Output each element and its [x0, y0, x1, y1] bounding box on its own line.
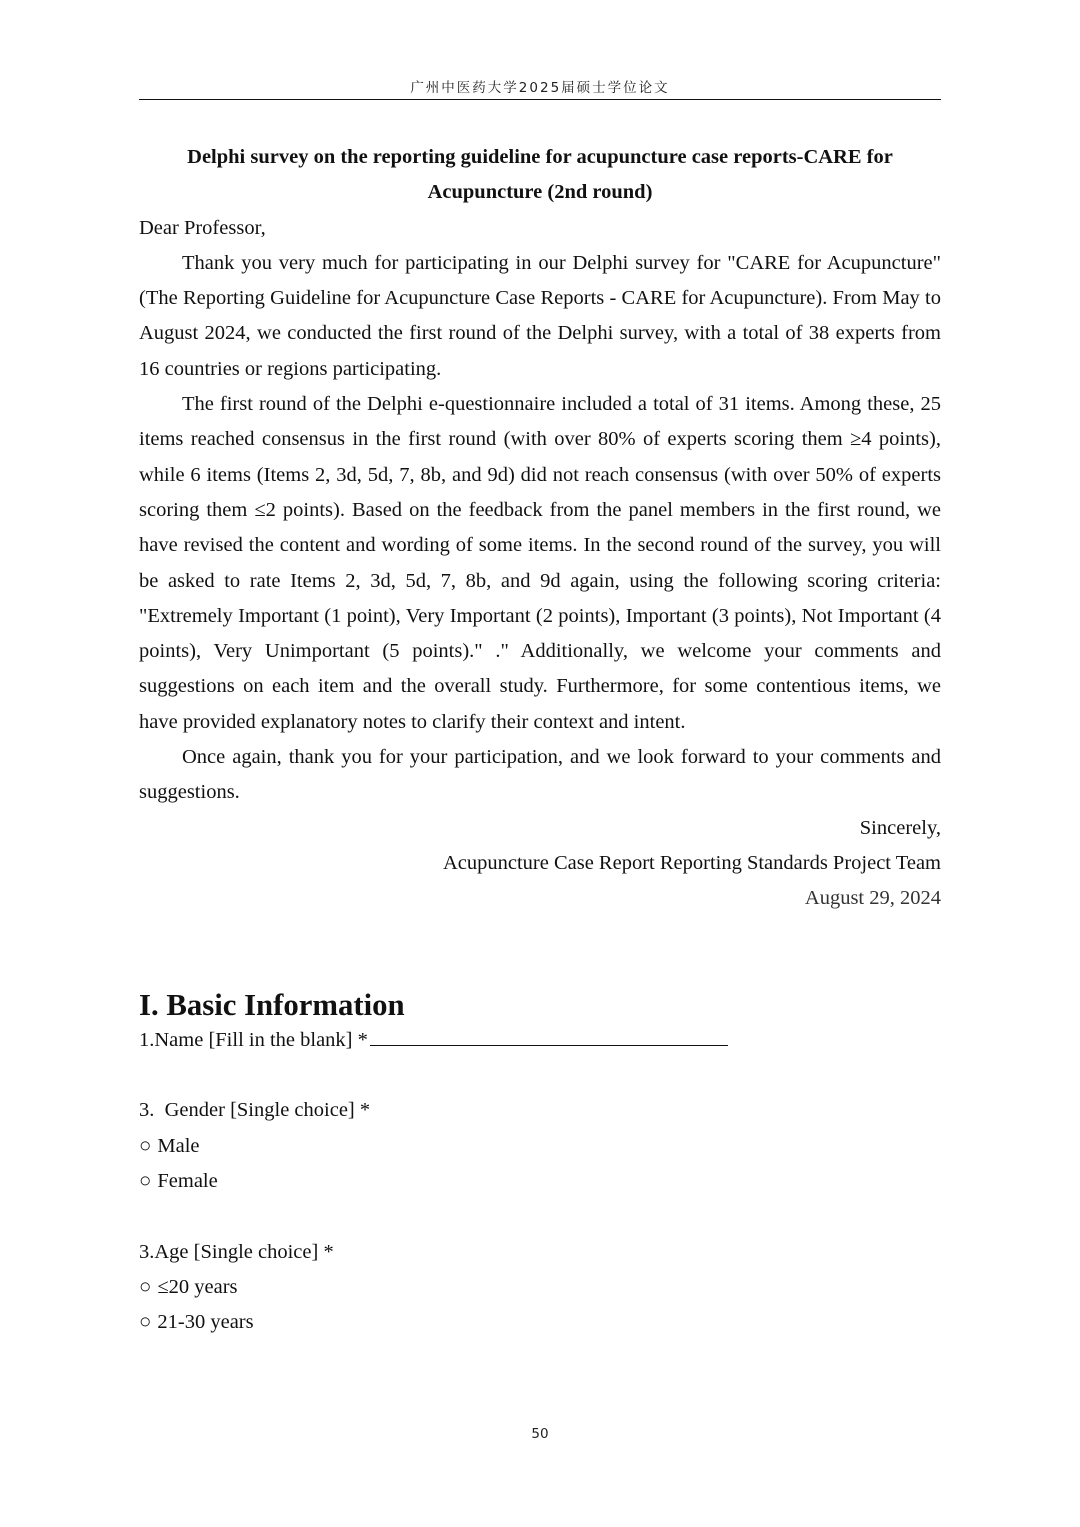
letter-paragraph-3: Once again, thank you for your participation, and we look forward to your comments and suggestions. — [139, 746, 941, 804]
question-name-label: 1.Name [Fill in the blank] * — [139, 1028, 368, 1051]
radio-circle-icon: ○ — [139, 1311, 152, 1334]
question-name — [139, 1023, 941, 1058]
radio-circle-icon: ○ — [139, 1275, 152, 1298]
letter-paragraph-1: Thank you very much for participating in our Delphi survey for "CARE for Acupuncture" (The Reporting Guideline for Acupuncture Case Reports - CARE for Acupuncture). From May to August 2024, we conducted the first round of the Delphi survey, with a total of 38 experts from 16 countries or regions participating. — [139, 251, 941, 380]
section-spacer — [139, 917, 941, 988]
letter-signatory: Acupuncture Case Report Reporting Standards Project Team — [442, 851, 941, 874]
page-number: 50 — [531, 1426, 549, 1442]
question-gender-label: 3. Gender [Single choice] * — [139, 1099, 371, 1122]
section-title-basic-info: I. Basic Information — [139, 987, 405, 1022]
document-title-line-2: Acupuncture (2nd round) — [427, 181, 653, 204]
page-content — [139, 140, 941, 1341]
name-blank-field[interactable] — [370, 1023, 728, 1046]
header-rule — [139, 99, 941, 100]
option-label: ≤20 years — [157, 1275, 238, 1298]
question-spacer — [139, 1058, 941, 1093]
letter-date: August 29, 2024 — [804, 887, 941, 910]
radio-circle-icon: ○ — [139, 1134, 152, 1157]
age-option-under-20[interactable] — [139, 1270, 941, 1305]
document-title-line-1: Delphi survey on the reporting guideline for acupuncture case reports-CARE for — [187, 146, 893, 168]
question-spacer — [139, 1199, 941, 1234]
question-age-label: 3.Age [Single choice] * — [139, 1240, 334, 1263]
running-header: 广州中医药大学2025届硕士学位论文 — [410, 80, 670, 96]
salutation: Dear Professor, — [139, 216, 266, 239]
age-option-21-30[interactable] — [139, 1305, 941, 1340]
option-label: Male — [157, 1134, 200, 1157]
option-label: 21-30 years — [157, 1311, 254, 1334]
gender-option-male[interactable] — [139, 1129, 941, 1164]
option-label: Female — [157, 1170, 218, 1193]
gender-option-female[interactable] — [139, 1164, 941, 1199]
letter-closing: Sincerely, — [859, 816, 941, 839]
radio-circle-icon: ○ — [139, 1170, 152, 1193]
letter-paragraph-2: The first round of the Delphi e-questionnaire included a total of 31 items. Among these, 25 items reached consensus in the first round (with over 80% of experts scoring them ≥4 points), while 6 items (Items 2, 3d, 5d, 7, 8b, and 9d) did not reach consensus (with over 50% of experts scoring them ≤2 points). Based on the feedback from the panel members in the first round, we have revised the content and wording of some items. In the second round of the survey, you will be asked to rate Items 2, 3d, 5d, 7, 8b, and 9d again, using the following scoring criteria: "Extremely Important (1 point), Very Important (2 points), Important (3 points), Not Important (4 points), Very Unimportant (5 points)." ." Additionally, we welcome your comments and suggestions on each item and the overall study. Furthermore, for some contentious items, we have provided explanatory notes to clarify their context and intent. — [139, 393, 941, 733]
document-title — [139, 140, 941, 211]
